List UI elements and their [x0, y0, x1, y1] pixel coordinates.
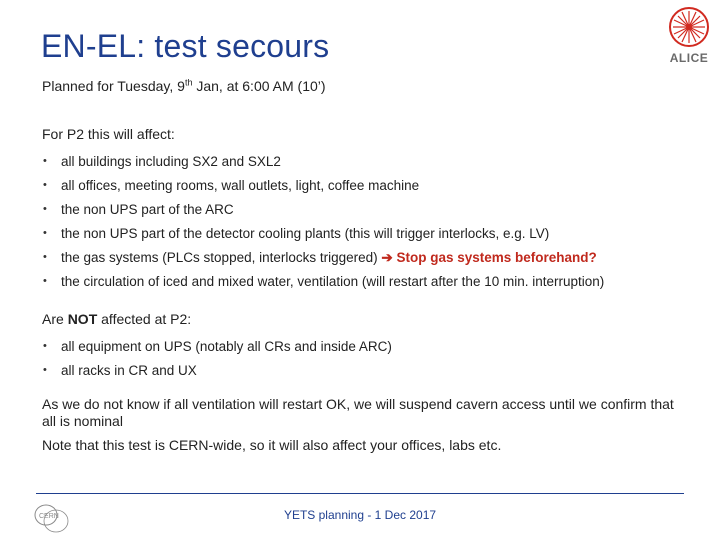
cern-logo-text: CERN [39, 513, 59, 520]
list-item [42, 338, 682, 355]
list-item [42, 273, 682, 290]
planned-line [42, 78, 682, 95]
alice-logo [664, 5, 714, 71]
affected-list [42, 153, 682, 290]
list-item-text: all racks in CR and UX [61, 363, 197, 378]
list-item [42, 201, 682, 218]
bullet: • [43, 251, 47, 263]
list-item-text: the circulation of iced and mixed water, ventilation (will restart after the 10 min. interruption) [61, 274, 605, 289]
alice-logo-text: ALICE [669, 51, 709, 65]
note-paragraph: Note that this test is CERN-wide, so it will also affect your offices, labs etc. [42, 437, 502, 453]
alice-star-icon [664, 5, 714, 51]
not-affected-suffix: affected at P2: [97, 311, 192, 327]
bullet: • [43, 179, 47, 191]
slide-body [42, 78, 682, 454]
affected-header: For P2 this will affect: [42, 126, 175, 142]
list-item-text: the gas systems (PLCs stopped, interlocks triggered) [61, 250, 382, 265]
list-item [42, 225, 682, 242]
planned-suffix: Jan, at 6:00 AM (10’) [192, 78, 326, 94]
planned-prefix: Planned for Tuesday, 9 [42, 78, 185, 94]
list-item [42, 177, 682, 194]
bullet: • [43, 275, 47, 287]
not-affected-prefix: Are [42, 311, 68, 327]
list-item-text: the non UPS part of the detector cooling plants (this will trigger interlocks, e.g. LV) [61, 226, 550, 241]
arrow-right-icon: ➔ [381, 250, 393, 265]
bullet: • [43, 227, 47, 239]
list-item-text: all offices, meeting rooms, wall outlets, light, coffee machine [61, 178, 420, 193]
emphasis-text: Stop gas systems beforehand? [392, 250, 597, 265]
bullet: • [43, 340, 47, 352]
footer-text: YETS planning - 1 Dec 2017 [283, 508, 437, 522]
footer-divider [36, 493, 684, 494]
bullet: • [43, 155, 47, 167]
bullet: • [43, 203, 47, 215]
not-affected-list [42, 338, 682, 379]
list-item [42, 362, 682, 379]
list-item-text: the non UPS part of the ARC [61, 202, 234, 217]
planned-sup: th [184, 77, 193, 88]
list-item [42, 153, 682, 170]
slide-title: EN-EL: test secours [41, 28, 330, 64]
bullet: • [43, 364, 47, 376]
list-item [42, 249, 682, 266]
list-item-text: all equipment on UPS (notably all CRs and inside ARC) [61, 339, 392, 354]
note-paragraph: As we do not know if all ventilation will restart OK, we will suspend cavern access until we confirm that all is nominal [42, 396, 674, 429]
not-affected-bold: NOT [67, 311, 98, 327]
not-affected-header [42, 311, 682, 328]
list-item-text: all buildings including SX2 and SXL2 [61, 154, 281, 169]
